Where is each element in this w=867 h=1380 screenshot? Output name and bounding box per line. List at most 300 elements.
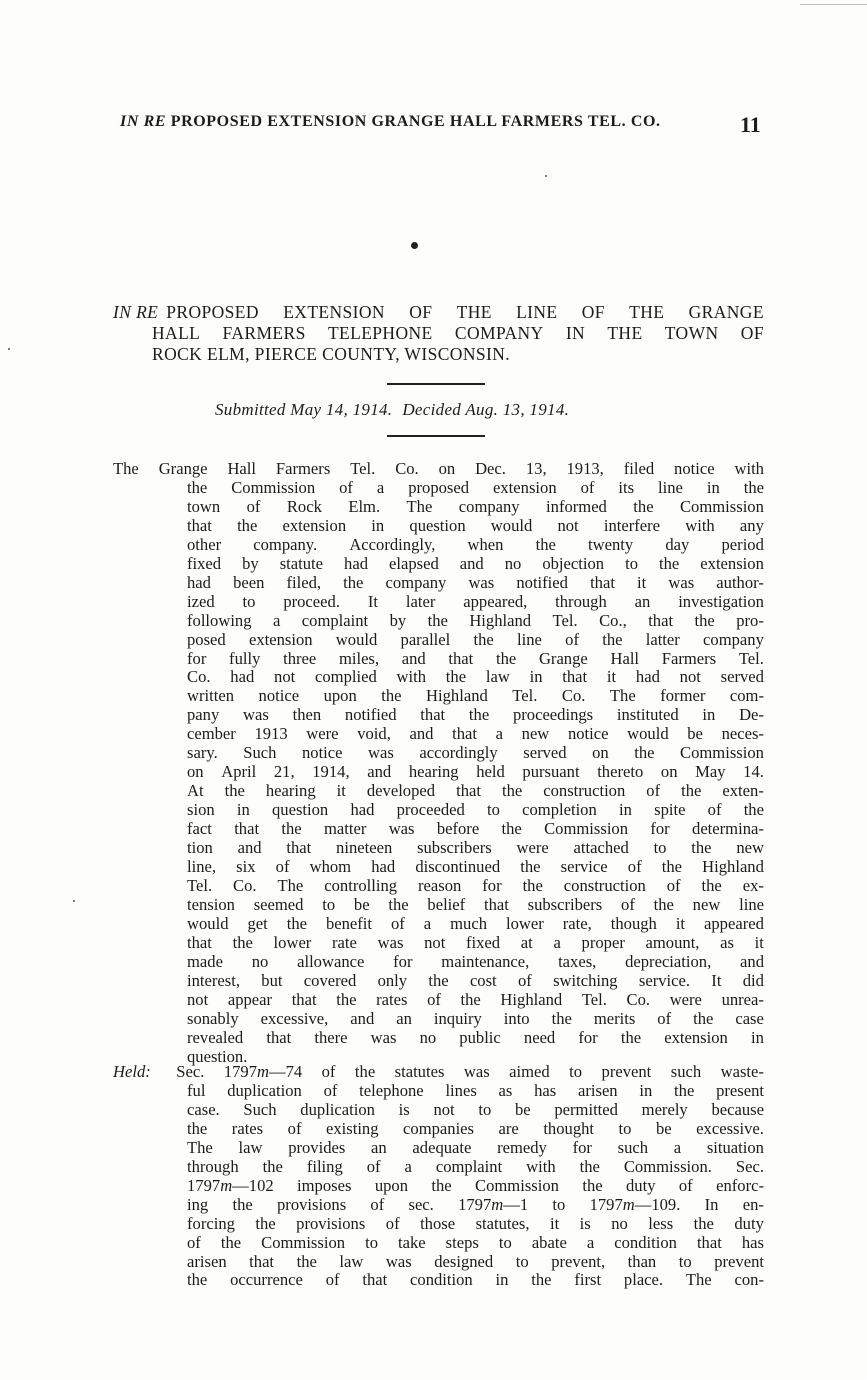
word: to	[487, 800, 500, 820]
word: Commission	[679, 496, 764, 516]
word: 1797m—109.	[589, 1194, 681, 1214]
word: because	[711, 1099, 764, 1119]
page-edge-mark	[800, 4, 867, 5]
word: that	[452, 724, 477, 744]
word: of	[627, 857, 642, 877]
word: town	[187, 496, 221, 516]
word: line	[739, 894, 764, 914]
word: the	[343, 572, 364, 592]
word: had	[635, 667, 660, 687]
word: 1914,	[312, 762, 350, 782]
word: Tel.	[552, 610, 578, 630]
word: would	[627, 724, 669, 744]
text-line	[113, 668, 764, 687]
word: Sec.	[176, 1062, 205, 1081]
word: case.	[187, 1099, 220, 1119]
word: benefit	[325, 913, 373, 933]
word: lower	[273, 932, 312, 952]
word: to	[365, 1232, 378, 1252]
word: question	[272, 800, 329, 820]
word: company	[703, 629, 764, 649]
word: the	[674, 1080, 695, 1100]
word: Tel.	[738, 648, 764, 668]
word: on	[660, 762, 678, 782]
word: sary.	[187, 743, 218, 763]
word: and	[459, 553, 484, 573]
word: arisen	[187, 1251, 227, 1271]
word: in	[702, 705, 716, 725]
word: the	[501, 819, 522, 839]
word: to	[552, 1194, 566, 1214]
word: that	[483, 894, 509, 914]
syllabus-paragraph	[113, 460, 764, 1067]
word: the	[633, 496, 654, 516]
word: Co.	[626, 989, 651, 1009]
word: first	[574, 1270, 602, 1290]
word: was	[243, 705, 269, 725]
word: with	[734, 459, 764, 478]
word: sec.	[408, 1194, 434, 1214]
word: filing	[306, 1156, 343, 1176]
word: ized	[187, 591, 215, 611]
word: construction	[543, 781, 626, 801]
text-line	[113, 1196, 764, 1215]
word: no	[504, 553, 522, 573]
word: pany	[187, 705, 220, 725]
word: notice	[567, 724, 609, 744]
word: belief	[427, 894, 466, 914]
word: such	[670, 1062, 702, 1081]
word: the	[520, 857, 541, 877]
word: provides	[288, 1137, 346, 1157]
text-line	[113, 1177, 764, 1196]
word: case	[735, 1008, 764, 1028]
word: the	[187, 1270, 208, 1290]
text-line	[113, 1271, 764, 1290]
word: of	[321, 1062, 336, 1081]
word: no	[419, 1027, 437, 1047]
word: determina-	[692, 819, 764, 839]
word: filed	[623, 459, 655, 478]
word: the	[579, 1156, 600, 1176]
word: 1913	[254, 724, 288, 744]
word: on	[592, 743, 609, 763]
word: not	[433, 1099, 455, 1119]
word: matter	[323, 819, 367, 839]
word: Hall	[610, 648, 640, 668]
word: company.	[253, 534, 318, 554]
word: com-	[729, 686, 764, 706]
word: objection	[542, 553, 605, 573]
word: new	[521, 724, 550, 744]
word: be	[687, 724, 703, 744]
text-line	[113, 1120, 764, 1139]
word: Elm.	[348, 496, 381, 516]
word: waste-	[720, 1062, 764, 1081]
word: the	[336, 989, 357, 1009]
word: appeared,	[463, 591, 528, 611]
word: written	[187, 686, 235, 706]
word: of	[385, 1213, 400, 1233]
word: duplication	[300, 1099, 375, 1119]
word: hearing	[265, 781, 316, 801]
word: completion	[522, 800, 597, 820]
word: place.	[623, 1270, 664, 1290]
word: duty	[734, 1213, 764, 1233]
word: Such	[243, 743, 277, 763]
word: spite	[654, 800, 686, 820]
word: in	[639, 1080, 653, 1100]
word: notified	[344, 705, 397, 725]
word: present	[716, 1080, 764, 1100]
word: with	[685, 515, 715, 535]
word: Commission	[475, 1175, 559, 1195]
text-line	[113, 687, 764, 706]
word: appeared	[704, 913, 764, 933]
word: those	[420, 1213, 456, 1233]
word: would	[335, 629, 378, 649]
word: the	[582, 1175, 603, 1195]
word: the	[661, 857, 683, 877]
word: to	[653, 838, 667, 858]
word: arisen	[577, 1080, 618, 1100]
case-title-word: TOWN	[664, 323, 719, 343]
word: developed	[366, 781, 436, 801]
word: any	[739, 515, 764, 535]
word: no	[251, 951, 269, 971]
word: was	[468, 572, 495, 592]
word: three	[283, 648, 317, 668]
word: would	[187, 913, 229, 933]
text-line	[113, 782, 764, 801]
word: was	[463, 1062, 490, 1081]
word: void,	[357, 724, 391, 744]
word: for	[187, 648, 207, 668]
word: service.	[638, 970, 691, 990]
word: 14.	[743, 762, 764, 782]
word: and	[401, 648, 426, 668]
word: company	[385, 572, 447, 592]
word: day	[665, 534, 690, 554]
word: miles,	[338, 648, 380, 668]
word: through	[187, 1156, 239, 1176]
word: thought	[543, 1118, 595, 1138]
word: revealed	[187, 1027, 244, 1047]
word: that	[696, 1232, 722, 1252]
word: line	[658, 477, 683, 497]
case-title-line-2	[113, 323, 764, 344]
word: fully	[229, 648, 261, 668]
word: take	[398, 1232, 426, 1252]
word: the	[445, 667, 467, 687]
word: in	[529, 667, 543, 687]
text-line	[113, 763, 764, 782]
word: of	[646, 781, 661, 801]
word: the	[286, 913, 307, 933]
text-line	[113, 706, 764, 725]
case-title	[113, 302, 764, 365]
word: Such	[243, 1099, 277, 1119]
word: notice	[301, 743, 343, 763]
word: six	[236, 857, 256, 877]
case-title-word: OF	[581, 302, 605, 322]
word: Co.	[233, 875, 257, 895]
word: did	[742, 970, 764, 990]
word: The	[113, 459, 139, 478]
word: the	[224, 781, 245, 801]
word: a	[553, 932, 561, 952]
word: cember	[187, 724, 236, 744]
word: the	[427, 610, 448, 630]
word: Farmers	[275, 459, 331, 478]
word: to	[618, 1118, 632, 1138]
case-title-word: THE	[607, 323, 643, 343]
word: the	[255, 1213, 276, 1233]
word: of	[678, 1175, 693, 1195]
word: situation	[706, 1137, 764, 1157]
text-line	[113, 972, 764, 991]
case-title-word: OF	[740, 323, 764, 343]
word: the	[551, 1008, 572, 1028]
word: 21,	[273, 762, 295, 782]
word: service	[560, 857, 608, 877]
word: subscribers	[417, 838, 492, 858]
word: need	[523, 1027, 556, 1047]
word: were	[516, 838, 549, 858]
word: be	[353, 894, 370, 914]
case-title-italic: IN RE	[113, 302, 159, 322]
word: designed	[434, 1251, 494, 1271]
word: notice	[258, 686, 300, 706]
word: amount,	[645, 932, 700, 952]
word: it	[336, 781, 346, 801]
word: period	[721, 534, 764, 554]
word: ex-	[742, 875, 764, 895]
word: and	[740, 951, 764, 971]
word: former	[660, 686, 706, 706]
word: the	[531, 1270, 552, 1290]
word: that	[234, 819, 260, 839]
text-line	[113, 574, 764, 593]
divider-rule-top	[387, 383, 485, 385]
word: neces-	[721, 724, 764, 744]
decision-dates	[215, 400, 569, 420]
word: made	[187, 951, 223, 971]
word: an	[634, 591, 651, 611]
word: 1913,	[566, 459, 604, 478]
word: the	[237, 515, 258, 535]
word: that	[187, 515, 212, 535]
word: as	[720, 932, 734, 952]
word: served	[523, 743, 567, 763]
text-line	[113, 536, 764, 555]
word: investigation	[678, 591, 764, 611]
word: May	[695, 762, 726, 782]
word: on	[187, 762, 204, 782]
word: a	[272, 610, 281, 630]
word: extension	[664, 1027, 728, 1047]
word: telephone	[359, 1080, 424, 1100]
word: Co.,	[599, 610, 627, 630]
word: was	[368, 743, 394, 763]
word: that	[448, 648, 474, 668]
text-line	[113, 801, 764, 820]
word: complaint	[301, 610, 369, 630]
word: Tel.	[581, 989, 607, 1009]
word: in	[371, 515, 385, 535]
word: Sec.	[735, 1156, 764, 1176]
word: rates	[376, 989, 408, 1009]
word: Tel.	[187, 875, 213, 895]
word: elapsed	[389, 553, 439, 573]
text-line	[113, 1010, 764, 1029]
word: lower	[505, 913, 544, 933]
text-line	[113, 896, 764, 915]
word: Commission	[261, 1232, 346, 1252]
word: it	[637, 572, 647, 592]
word: April	[221, 762, 257, 782]
word: to	[515, 1251, 529, 1271]
word: before	[436, 819, 480, 839]
word: Highland	[702, 857, 764, 877]
held-lead-in: Held:	[113, 1062, 151, 1081]
word: sonably	[187, 1008, 239, 1028]
word: Highland	[469, 610, 532, 630]
text-line	[113, 631, 764, 650]
word: pro-	[736, 610, 764, 630]
word: such	[617, 1137, 649, 1157]
word: construction	[563, 875, 646, 895]
case-title-word: FARMERS	[222, 323, 306, 343]
word: was	[385, 1251, 412, 1271]
word: are	[498, 1118, 519, 1138]
case-title-word: TELEPHONE	[327, 323, 433, 343]
word: the	[220, 1232, 242, 1252]
word: prevent	[601, 1062, 652, 1081]
text-line	[113, 1253, 764, 1272]
word: Tel.	[512, 686, 538, 706]
word: appear	[227, 989, 273, 1009]
word: interest,	[187, 970, 240, 990]
word: of	[657, 1008, 672, 1028]
word: and	[367, 762, 392, 782]
divider-rule-bottom	[387, 435, 485, 437]
word: author-	[716, 572, 764, 592]
word: an	[371, 1137, 387, 1157]
word: rate	[332, 932, 357, 952]
word: the	[659, 553, 680, 573]
word: a	[586, 1232, 595, 1252]
word: by	[389, 610, 407, 630]
word: forcing	[187, 1213, 235, 1233]
case-title-line-2-text	[152, 323, 764, 344]
word: The	[685, 1270, 712, 1290]
word: Highland	[500, 989, 563, 1009]
word: latter	[645, 629, 680, 649]
text-line	[113, 820, 764, 839]
word: it	[606, 667, 617, 687]
word: that	[456, 781, 481, 801]
word: condition	[410, 1270, 473, 1290]
text-line	[113, 839, 764, 858]
word: abate	[531, 1232, 567, 1252]
word: it	[549, 1213, 560, 1233]
case-title-word: COMPANY	[454, 323, 544, 343]
word: a	[673, 1137, 682, 1157]
word: was	[377, 932, 404, 952]
case-title-word: HALL	[152, 323, 201, 343]
word: discontinued	[415, 857, 501, 877]
text-line	[113, 1029, 764, 1048]
word: ing	[187, 1194, 209, 1214]
text-line	[113, 498, 764, 517]
word: company	[458, 496, 520, 516]
text-line	[113, 1101, 764, 1120]
word: it	[675, 913, 686, 933]
word: sion	[187, 800, 215, 820]
text-line	[113, 1139, 764, 1158]
word: upon	[323, 686, 357, 706]
word: the	[681, 781, 702, 801]
case-title-line-1	[113, 302, 764, 323]
word: to	[498, 1232, 512, 1252]
word: It	[711, 970, 722, 990]
word: taxes,	[558, 951, 597, 971]
word: that	[562, 667, 588, 687]
word: pursuant	[522, 762, 580, 782]
word: duplication	[227, 1080, 302, 1100]
word: Commission	[231, 477, 316, 497]
word: that	[187, 932, 212, 952]
word: of	[427, 989, 441, 1009]
case-title-word: EXTENSION	[283, 302, 385, 322]
word: fixed	[466, 932, 501, 952]
ornament-dot	[411, 242, 418, 249]
word: the	[468, 705, 490, 725]
word: proposed	[408, 477, 470, 497]
word: following	[187, 610, 252, 630]
word: hearing	[408, 762, 459, 782]
word: the	[653, 894, 674, 914]
word: be	[655, 1118, 672, 1138]
case-title-word: THE	[629, 302, 665, 322]
word: the	[232, 932, 253, 952]
word: no	[611, 1213, 628, 1233]
word: the	[694, 610, 715, 630]
word: that	[266, 1027, 292, 1047]
word: accordingly	[419, 743, 498, 763]
word: the	[460, 989, 481, 1009]
word: into	[503, 1008, 530, 1028]
word: the	[602, 629, 623, 649]
word: the	[473, 629, 494, 649]
word: through	[555, 591, 607, 611]
word: subscribers	[527, 894, 603, 914]
print-speck	[545, 175, 547, 177]
word: of	[707, 800, 722, 820]
word: a	[423, 913, 432, 933]
word: the	[634, 743, 655, 763]
word: not	[424, 932, 446, 952]
word: was	[370, 1027, 397, 1047]
word: excessive,	[260, 1008, 329, 1028]
word: other	[187, 534, 222, 554]
text-line	[113, 1082, 764, 1101]
word: only	[377, 970, 408, 990]
word: filed,	[286, 572, 322, 592]
word: permitted	[554, 1099, 618, 1119]
word: extension	[282, 515, 347, 535]
